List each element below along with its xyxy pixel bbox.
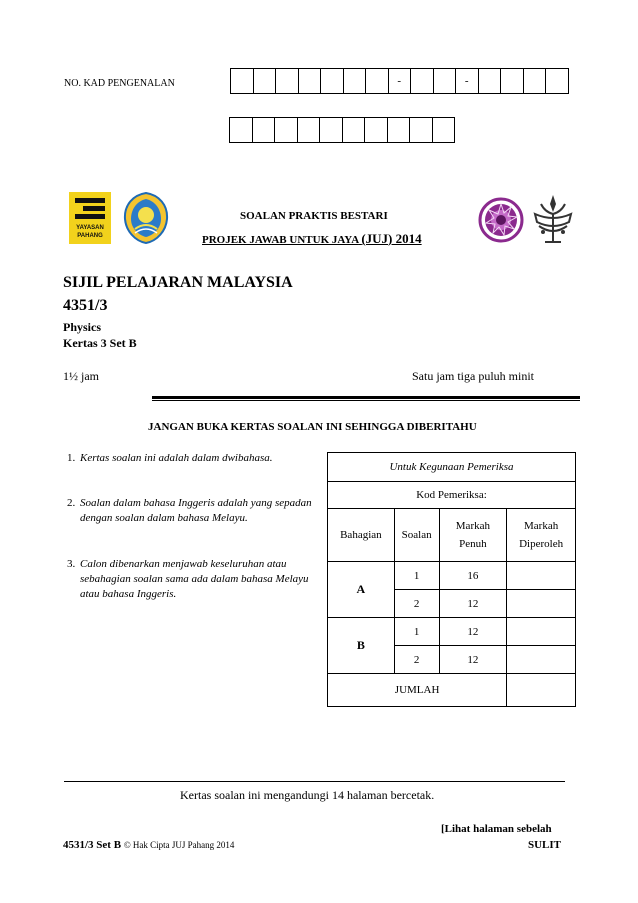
obtained-mark-cell[interactable] — [507, 590, 576, 618]
table-row — [328, 618, 576, 646]
ic-digit-box[interactable] — [343, 68, 367, 94]
col-markah-diperoleh: Markah Diperoleh — [507, 509, 576, 562]
footer-divider — [64, 781, 565, 782]
ic-extra-box[interactable] — [364, 117, 388, 143]
pahang-crest-logo — [531, 192, 575, 246]
ic-extra-box[interactable] — [432, 117, 456, 143]
section-a: A — [328, 562, 395, 618]
exam-subject: Physics — [63, 320, 102, 334]
purple-camera-logo — [478, 197, 524, 243]
instruction-item: 2. Soalan dalam bahasa Inggeris adalah yang sepadan dengan soalan dalam bahasa Melayu. — [67, 497, 312, 524]
ic-digit-box[interactable] — [545, 68, 569, 94]
ic-digit-box[interactable] — [500, 68, 524, 94]
question-number: 1 — [394, 618, 439, 646]
ic-extra-boxes[interactable] — [230, 117, 455, 143]
ic-digit-box[interactable] — [478, 68, 502, 94]
ic-extra-box[interactable] — [387, 117, 411, 143]
warning-text: JANGAN BUKA KERTAS SOALAN INI SEHINGGA DIBERITAHU — [148, 421, 477, 433]
footer-code: 4531/3 Set B © Hak Cipta JUJ Pahang 2014 — [63, 839, 235, 851]
question-number: 2 — [394, 646, 439, 674]
duration-short: 1½ jam — [63, 369, 99, 383]
col-bahagian: Bahagian — [328, 509, 395, 562]
total-label: JUMLAH — [328, 674, 507, 707]
see-next-page: [Lihat halaman sebelah — [441, 823, 552, 835]
section-b: B — [328, 618, 395, 674]
exam-code: 4351/3 — [63, 297, 108, 314]
ic-digit-box[interactable] — [365, 68, 389, 94]
total-mark-cell[interactable] — [507, 674, 576, 707]
instruction-item: 1. Kertas soalan ini adalah dalam dwibahasa. — [67, 452, 273, 464]
full-mark: 12 — [439, 646, 507, 674]
full-mark: 12 — [439, 618, 507, 646]
ic-digit-box[interactable] — [298, 68, 322, 94]
ic-extra-box[interactable] — [342, 117, 366, 143]
header-subtitle: PROJEK JAWAB UNTUK JAYA (JUJ) 2014 — [202, 231, 422, 246]
examiner-table — [327, 452, 576, 707]
exam-paper: Kertas 3 Set B — [63, 336, 137, 350]
ic-digit-box[interactable] — [320, 68, 344, 94]
question-number: 2 — [394, 590, 439, 618]
ic-digit-box[interactable] — [523, 68, 547, 94]
duration-long: Satu jam tiga puluh minit — [412, 369, 534, 383]
yayasan-pahang-logo: YAYASAN PAHANG — [69, 192, 111, 244]
divider-thin — [152, 400, 580, 401]
classification-label: SULIT — [528, 839, 562, 851]
col-soalan: Soalan — [394, 509, 439, 562]
table-heading: Untuk Kegunaan Pemeriksa — [328, 453, 576, 482]
full-mark: 16 — [439, 562, 507, 590]
ic-digit-box[interactable] — [410, 68, 434, 94]
instruction-item: 3. Calon dibenarkan menjawab keseluruhan atau sebahagian soalan sama ada dalam bahasa Melayu atau bahasa Inggeris. — [67, 558, 309, 600]
ic-extra-box[interactable] — [229, 117, 253, 143]
ic-digit-box[interactable]: - — [455, 68, 479, 94]
ic-digit-box[interactable] — [275, 68, 299, 94]
obtained-mark-cell[interactable] — [507, 618, 576, 646]
ic-digit-box[interactable] — [230, 68, 254, 94]
ic-extra-box[interactable] — [409, 117, 433, 143]
header-title: SOALAN PRAKTIS BESTARI — [240, 210, 388, 222]
ic-number-boxes[interactable] — [231, 68, 569, 94]
exam-title: SIJIL PELAJARAN MALAYSIA — [63, 274, 293, 291]
examiner-code-field[interactable]: Kod Pemeriksa: — [328, 482, 576, 509]
ic-digit-box[interactable]: - — [388, 68, 412, 94]
question-number: 1 — [394, 562, 439, 590]
divider-thick — [152, 396, 580, 399]
ic-digit-box[interactable] — [433, 68, 457, 94]
page-count-note: Kertas soalan ini mengandungi 14 halaman bercetak. — [180, 788, 435, 802]
ic-extra-box[interactable] — [252, 117, 276, 143]
ic-number-label: NO. KAD PENGENALAN — [64, 78, 175, 89]
state-crest-logo — [121, 191, 171, 245]
ic-digit-box[interactable] — [253, 68, 277, 94]
ic-extra-box[interactable] — [319, 117, 343, 143]
table-row — [328, 562, 576, 590]
col-markah-penuh: Markah Penuh — [439, 509, 507, 562]
obtained-mark-cell[interactable] — [507, 646, 576, 674]
full-mark: 12 — [439, 590, 507, 618]
ic-extra-box[interactable] — [274, 117, 298, 143]
obtained-mark-cell[interactable] — [507, 562, 576, 590]
ic-extra-box[interactable] — [297, 117, 321, 143]
